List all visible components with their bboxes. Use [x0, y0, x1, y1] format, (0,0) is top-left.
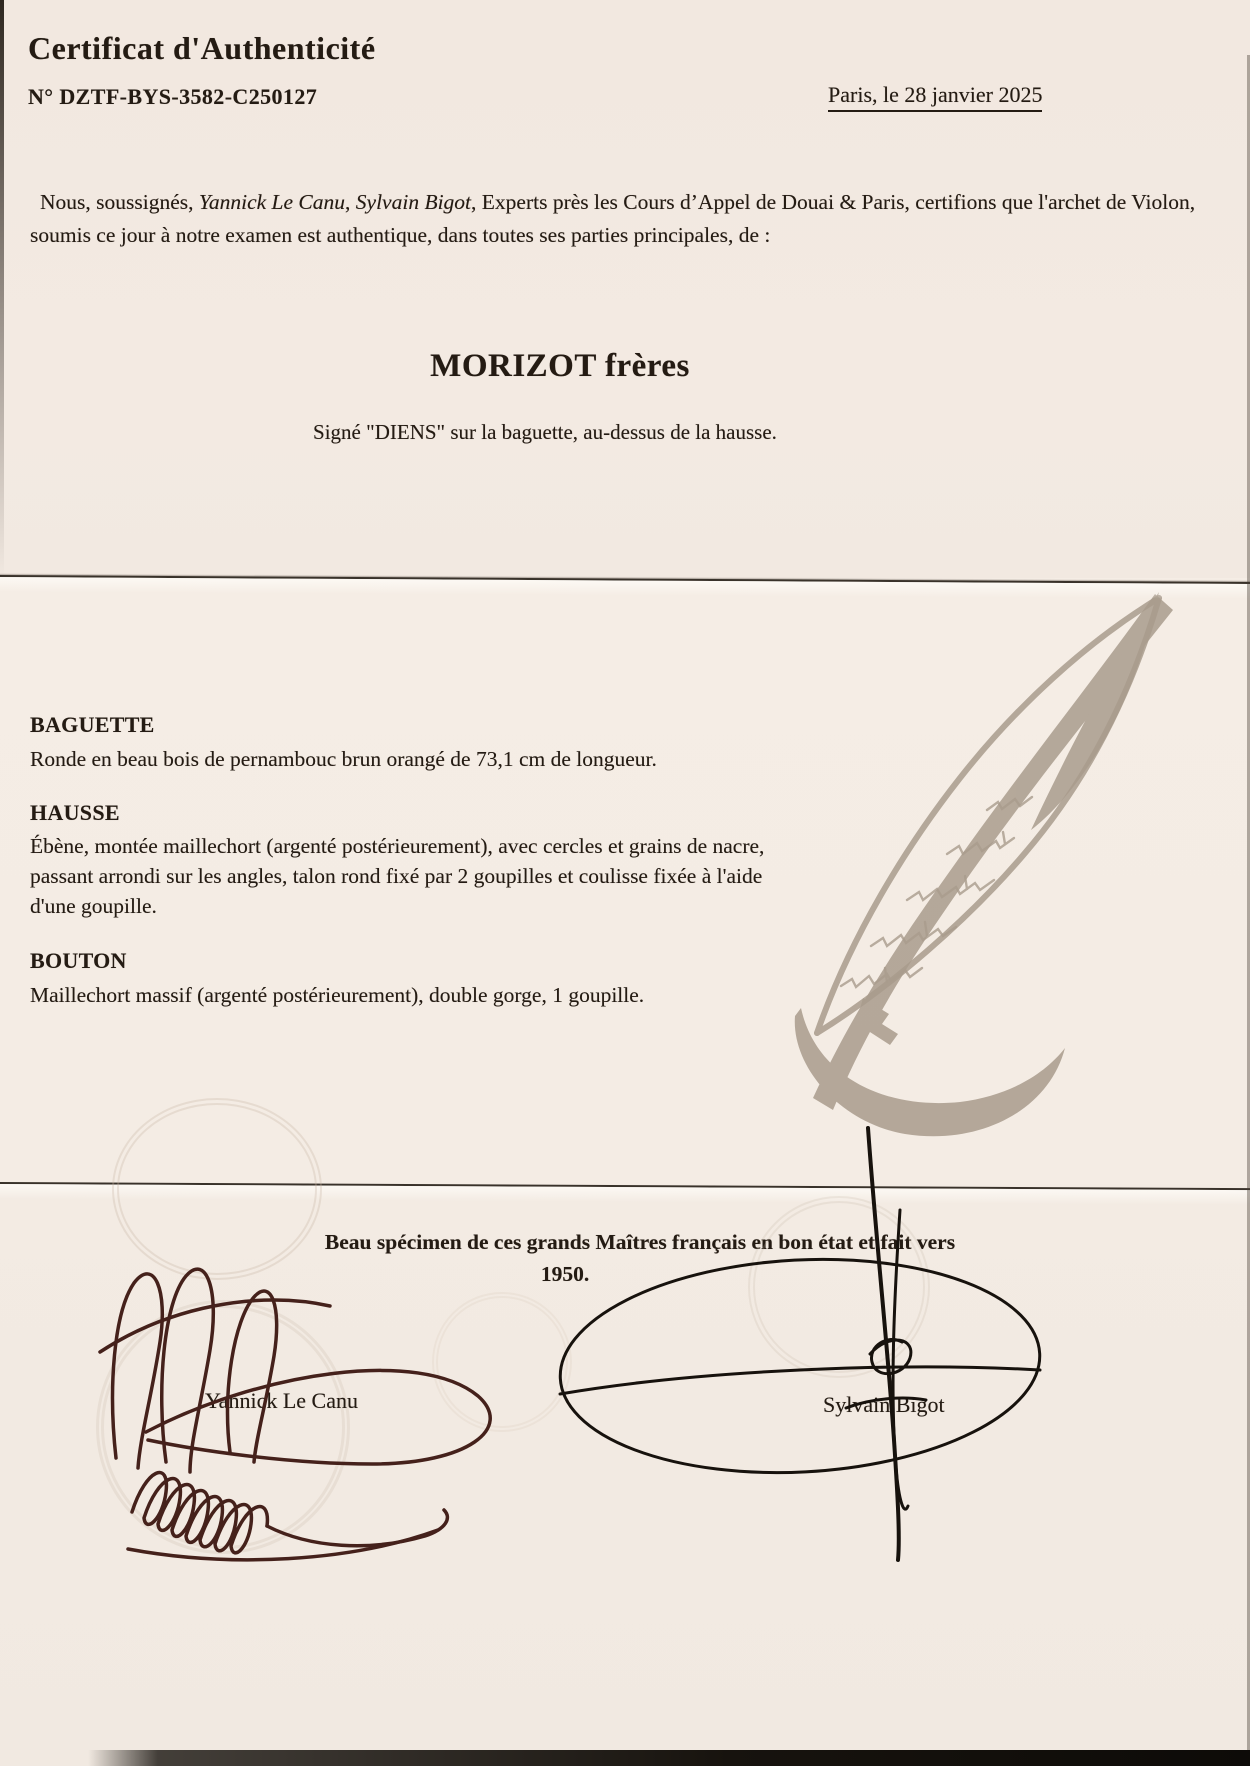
certificate-number: N° DZTF-BYS-3582-C250127: [28, 84, 318, 109]
section-body-bouton: Maillechort massif (argenté postérieurement), double gorge, 1 goupille.: [30, 983, 645, 1007]
scan-edge-bottom: [88, 1750, 1250, 1766]
page-title: Certificat d'Authenticité: [28, 30, 376, 66]
intro-suffix: , Experts près les Cours d’Appel de Douai & Paris, certifions que l'archet de Violon, soumis ce jour à notre examen est authentique, dans toutes ses parties principales, de :: [30, 190, 1196, 247]
signatures-layer: [0, 1100, 1250, 1766]
signature-note: Signé "DIENS" sur la baguette, au-dessus de la hausse.: [313, 420, 777, 444]
intro-paragraph: [30, 186, 1222, 252]
signer-name-yannick: Yannick Le Canu: [205, 1388, 358, 1413]
signature-yannick: [100, 1269, 490, 1560]
expert-name-2: Sylvain Bigot: [355, 190, 472, 214]
watermark-quill-tip: [1031, 592, 1159, 830]
section-body-baguette: Ronde en beau bois de pernambouc brun orangé de 73,1 cm de longueur.: [30, 747, 657, 771]
section-heading-baguette: BAGUETTE: [30, 712, 155, 737]
intro-prefix: Nous, soussignés,: [40, 190, 199, 214]
section-heading-bouton: BOUTON: [30, 948, 127, 973]
intro-separator: ,: [345, 190, 356, 214]
maker-name: MORIZOT frères: [430, 348, 690, 384]
section-heading-hausse: HAUSSE: [30, 800, 120, 825]
conclusion-line-1: Beau spécimen de ces grands Maîtres français en bon état et fait vers: [324, 1230, 956, 1254]
signature-sylvain: [555, 1128, 1045, 1560]
section-body-hausse: Ébène, montée maillechort (argenté postérieurement), avec cercles et grains de nacre, passant arrondi sur les angles, talon rond fixé par 2 goupilles et coulisse fixée à l'aide d'une goupille.: [30, 834, 765, 918]
watermark-emblem: [775, 578, 1175, 1123]
scan-edge-left: [0, 0, 4, 578]
conclusion-line-2: 1950.: [540, 1262, 590, 1286]
place-date: Paris, le 28 janvier 2025: [828, 82, 1042, 112]
expert-name-1: Yannick Le Canu: [198, 190, 346, 214]
signer-name-sylvain: Sylvain Bigot: [823, 1392, 945, 1417]
